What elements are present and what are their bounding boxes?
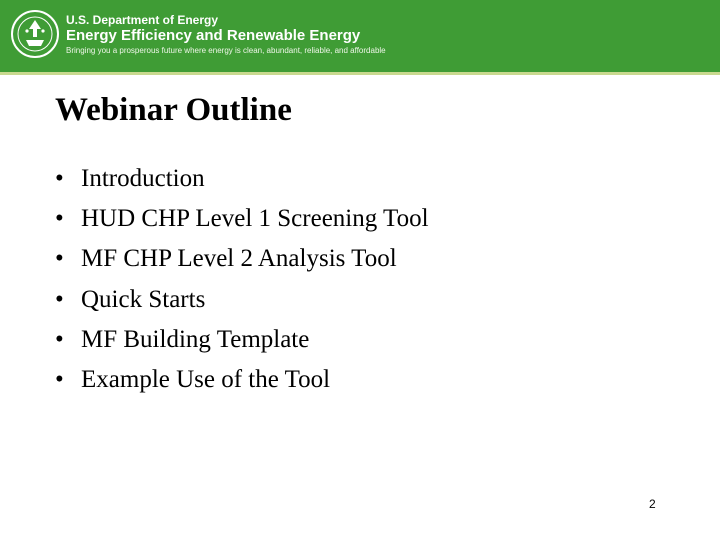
bullet-glyph: •: [55, 205, 64, 233]
page-number: 2: [649, 497, 656, 511]
bullet-text: HUD CHP Level 1 Screening Tool: [81, 205, 429, 233]
bullet-glyph: •: [55, 365, 64, 393]
doe-seal-icon: [10, 9, 60, 59]
bullet-text: MF Building Template: [81, 325, 310, 353]
office-name: Energy Efficiency and Renewable Energy: [66, 27, 361, 44]
slide-title: Webinar Outline: [55, 92, 292, 128]
org-name: U.S. Department of Energy: [66, 13, 219, 27]
bullet-text: Example Use of the Tool: [81, 365, 331, 393]
tagline: Bringing you a prosperous future where energy is clean, abundant, reliable, and affordable: [66, 46, 386, 55]
bullet-glyph: •: [55, 325, 64, 353]
header-banner: [0, 0, 720, 72]
bullet-glyph: •: [55, 285, 64, 313]
bullet-glyph: •: [55, 165, 64, 192]
banner-divider: [0, 72, 720, 75]
bullet-glyph: •: [55, 245, 64, 273]
bullet-text: MF CHP Level 2 Analysis Tool: [81, 245, 397, 273]
bullet-text: Quick Starts: [81, 285, 206, 313]
bullet-text: Introduction: [81, 165, 205, 192]
